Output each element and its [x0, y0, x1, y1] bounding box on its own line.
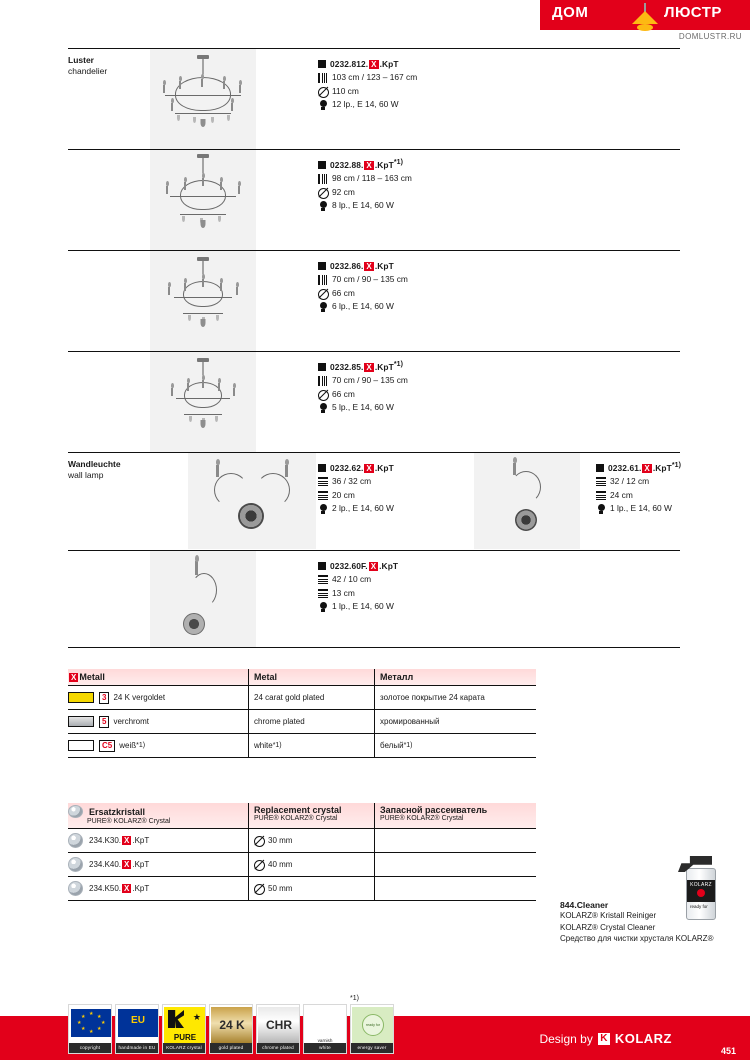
metal-code-x: X — [370, 561, 377, 571]
pure-crystal-icon: ★ PURE — [164, 1007, 206, 1043]
product-spec: 0232.85. X .KpT$^{*1)}$ 70 cm / 90 – 135 cm 66 cm 5 lp., E 14, 60 W — [318, 358, 408, 415]
lamp-icon — [318, 201, 328, 211]
projection-icon — [318, 491, 328, 501]
legend-row: 234.K50. X .KpT 50 mm — [68, 877, 536, 901]
product-spec: 0232.88. X .KpT$^{*1)}$ 98 cm / 118 – 163 cm 92 cm 8 lp., E 14, 60 W — [318, 156, 412, 213]
diameter-icon — [254, 836, 264, 846]
logo-text-lustr: ЛЮСТР — [664, 4, 722, 21]
product-spec: 0232.62. X .KpT 36 / 32 cm 20 cm 2 lp., E 14, 60 W — [318, 459, 394, 516]
product-image[interactable] — [150, 251, 256, 352]
metal-code-x: X — [644, 463, 650, 473]
cleaner-title: 844.Cleaner — [560, 900, 609, 910]
lamp-icon — [318, 602, 328, 612]
badge-handmade-in-eu: EU handmade in EU — [115, 1004, 159, 1054]
cleaner-line-en: KOLARZ® Crystal Cleaner — [560, 922, 656, 932]
gold-plated-icon: 24 K — [211, 1007, 253, 1043]
color-square-icon — [318, 262, 326, 270]
lamp-icon — [596, 504, 606, 514]
product-spec: 0232.86. X .KpT 70 cm / 90 – 135 cm 66 cm 6 lp., E 14, 60 W — [318, 257, 408, 314]
dimensions-icon — [596, 477, 606, 487]
product-image[interactable] — [474, 453, 580, 549]
crystal-legend-table — [68, 803, 536, 901]
light-bulb-icon: ready for — [352, 1007, 394, 1043]
lamp-icon — [318, 100, 328, 110]
diameter-icon — [318, 87, 328, 97]
product-image[interactable] — [188, 453, 316, 549]
diameter-icon — [254, 884, 264, 894]
product-spec: 0232.812. X .KpT 103 cm / 123 – 167 cm 110 cm 12 lp., E 14, 60 W — [318, 55, 417, 112]
page-number: 451 — [720, 1046, 736, 1056]
logo-url: DOMLUSTR.RU — [678, 32, 742, 41]
metal-code-x: X — [366, 160, 372, 170]
color-square-icon — [318, 363, 326, 371]
badge-gold-plated: 24 K gold plated — [209, 1004, 253, 1054]
table-row — [68, 48, 680, 149]
design-by-label: Design by — [539, 1031, 593, 1046]
diameter-icon — [254, 860, 264, 870]
kolarz-mark-icon: K — [598, 1033, 610, 1045]
projection-icon — [596, 491, 606, 501]
legend-row: 3 24 K vergoldet 24 carat gold plated золотое покрытие 24 карата — [68, 686, 536, 710]
color-square-icon — [318, 464, 326, 472]
metal-code-x: X — [124, 884, 130, 893]
table-row — [68, 550, 680, 648]
cleaner-block — [560, 882, 730, 945]
crystal-icon — [68, 805, 83, 818]
metal-code-x: X — [71, 672, 77, 682]
product-image[interactable] — [150, 352, 256, 453]
metal-code-x: X — [366, 463, 372, 473]
badge-pure-crystal: ★ PURE KOLARZ crystal — [162, 1004, 206, 1054]
lamp-icon — [318, 302, 328, 312]
metal-legend-table — [68, 669, 536, 758]
table-row — [68, 149, 680, 250]
height-icon — [318, 73, 328, 83]
diameter-icon — [318, 289, 328, 299]
product-image[interactable] — [150, 150, 256, 251]
legend-row: 5 verchromt chrome plated хромированный — [68, 710, 536, 734]
crystal-icon — [68, 857, 83, 872]
product-sheet — [68, 48, 680, 648]
product-image[interactable] — [150, 49, 256, 150]
diameter-icon — [318, 390, 328, 400]
lamp-icon — [318, 504, 328, 514]
group-label-chandelier: Luster chandelier — [68, 55, 108, 76]
crystal-icon — [68, 881, 83, 896]
color-square-icon — [596, 464, 604, 472]
group-label-wall-lamp: Wandleuchte wall lamp — [68, 459, 121, 480]
metal-code-x: X — [124, 860, 130, 869]
badge-energy-saver: ready for energy saver — [350, 1004, 394, 1054]
projection-icon — [318, 589, 328, 599]
legend-header-row: X Metall Metal Металл — [68, 669, 536, 686]
crystal-icon — [68, 833, 83, 848]
cleaner-line-de: KOLARZ® Kristall Reiniger — [560, 911, 657, 920]
dimensions-icon — [318, 477, 328, 487]
design-by-kolarz — [539, 1031, 672, 1046]
kolarz-brand: KOLARZ — [614, 1031, 672, 1046]
eu-flag-icon: EU — [118, 1009, 158, 1037]
color-chip-chrome — [68, 716, 94, 727]
table-row — [68, 250, 680, 351]
metal-code-x: X — [124, 836, 130, 845]
height-icon — [318, 376, 328, 386]
table-row — [68, 452, 680, 550]
color-square-icon — [318, 60, 326, 68]
color-chip-gold — [68, 692, 94, 703]
lamp-icon — [318, 403, 328, 413]
product-spec: 0232.60F. X .KpT 42 / 10 cm 13 cm 1 lp., E 14, 60 W — [318, 557, 398, 614]
site-logo[interactable] — [540, 0, 750, 40]
color-square-icon — [318, 562, 326, 570]
legend-row: 234.K40. X .KpT 40 mm — [68, 853, 536, 877]
legend-row: C5 weiß *1) white *1) белый *1) — [68, 734, 536, 758]
cleaner-bottle-image: KOLARZ ready for — [678, 852, 732, 924]
eu-flag-icon: ★ ★ ★ ★ ★ ★ ★ ★ — [71, 1009, 111, 1037]
metal-code-x: X — [366, 261, 372, 271]
product-spec: 0232.61. X .KpT$^{*1)}$ 32 / 12 cm 24 cm 1 lp., E 14, 60 W — [596, 459, 681, 516]
height-icon — [318, 275, 328, 285]
height-icon — [318, 174, 328, 184]
chandelier-logo-icon — [632, 3, 658, 37]
legend-row: 234.K30. X .KpT 30 mm — [68, 829, 536, 853]
footnote-marker: *1) — [350, 995, 359, 1002]
diameter-icon — [318, 188, 328, 198]
chrome-plated-icon: CHR — [258, 1007, 300, 1043]
metal-code-x: X — [371, 59, 377, 69]
cleaner-line-ru: Средство для чистки хрусталя KOLARZ® — [560, 934, 714, 943]
legend-header-row: Ersatzkristall PURE® KOLARZ® Crystal Replacement crystal PURE® KOLARZ® Crystal Запасной рассеиватель PURE® KOLARZ® Crystal — [68, 803, 536, 829]
table-row — [68, 351, 680, 452]
logo-text-dom: ДОМ — [552, 4, 589, 21]
certification-badges — [68, 1004, 394, 1054]
badge-copyright: ★ ★ ★ ★ ★ ★ ★ ★ copyright — [68, 1004, 112, 1054]
product-image[interactable] — [150, 551, 256, 647]
badge-chrome-plated: CHR chrome plated — [256, 1004, 300, 1054]
badge-white-varnish: varnish white — [303, 1004, 347, 1054]
color-square-icon — [318, 161, 326, 169]
dimensions-icon — [318, 575, 328, 585]
metal-code-x: X — [366, 362, 372, 372]
color-chip-white — [68, 740, 94, 751]
